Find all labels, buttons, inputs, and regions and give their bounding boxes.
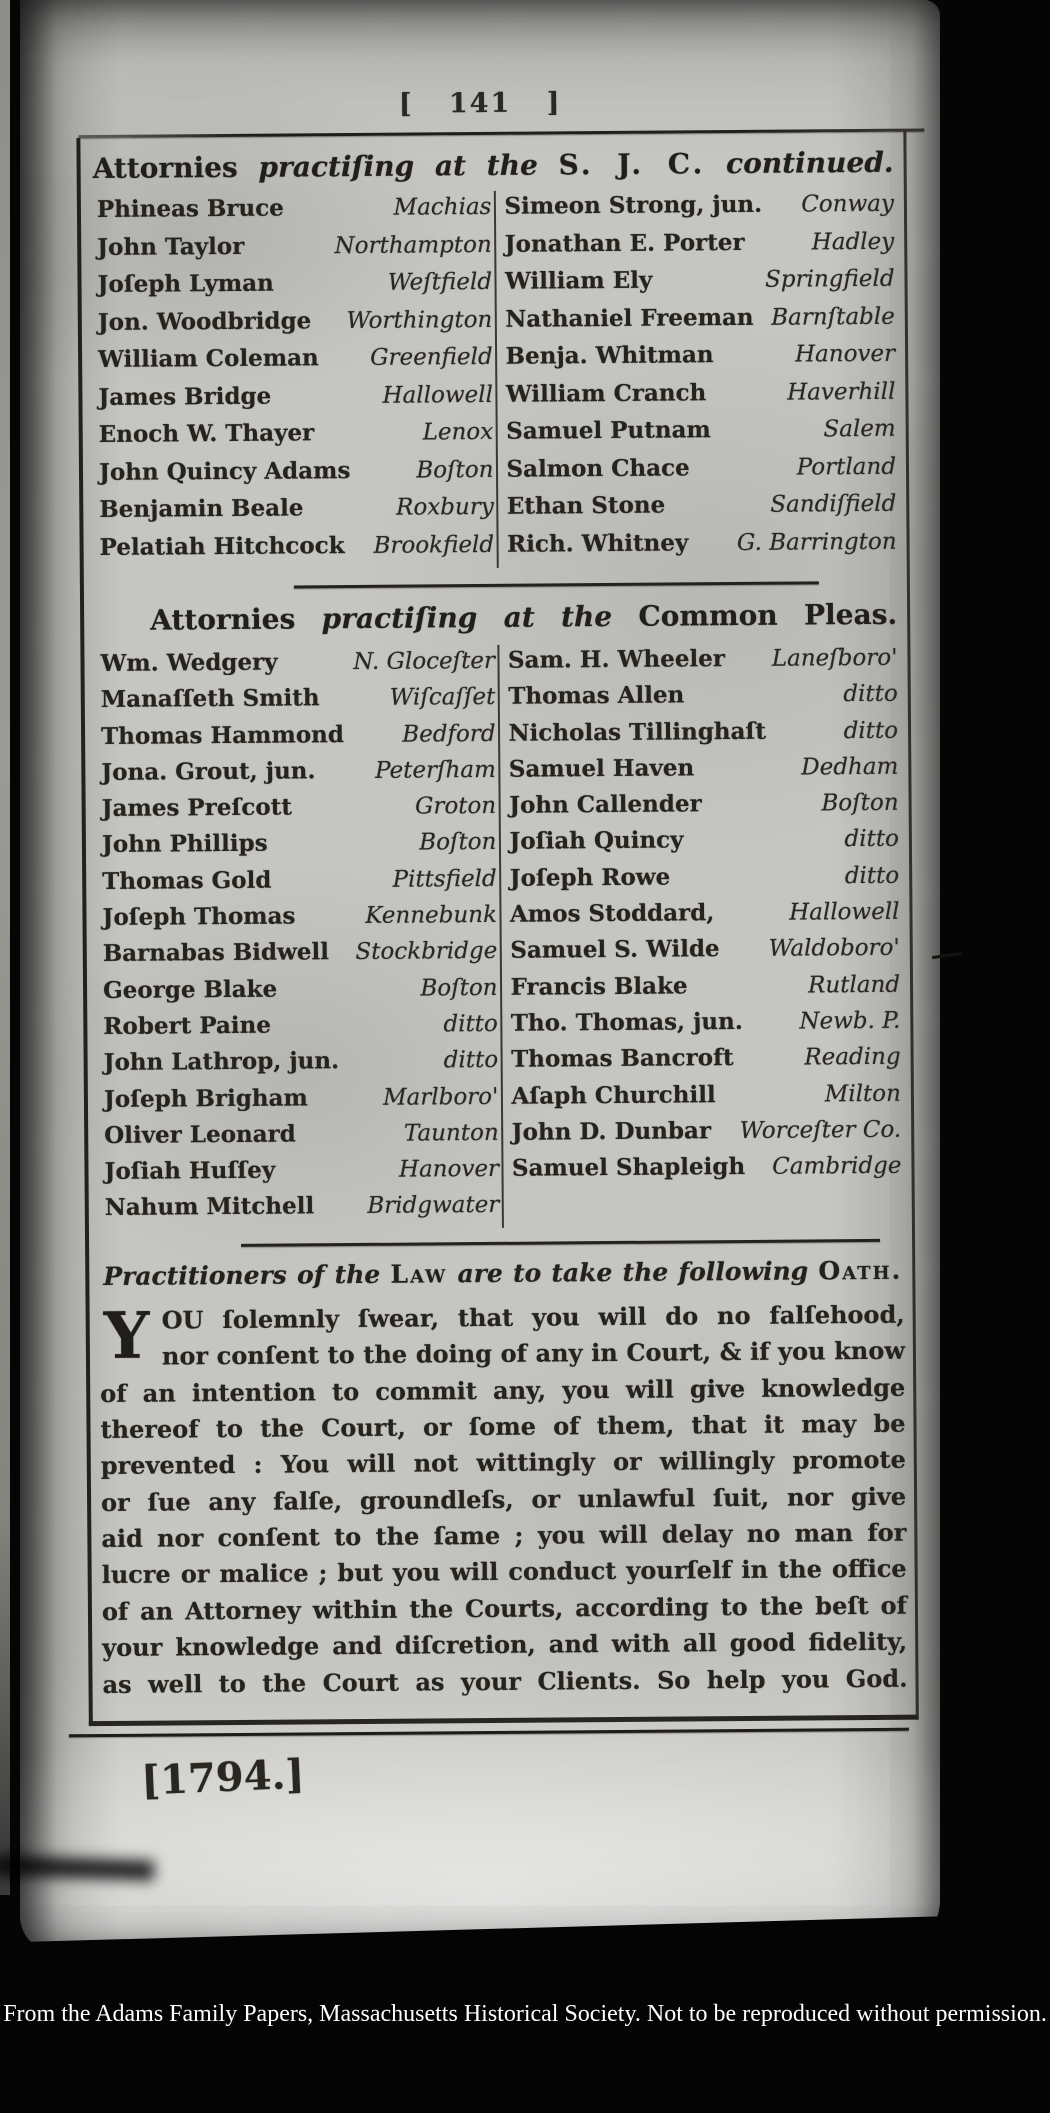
attorney-row: [504, 190, 894, 231]
oath-divider-rule: [241, 1239, 880, 1247]
attorney-row: [509, 789, 899, 828]
attorney-row: [507, 490, 897, 531]
sjc-title-roman: Attornies: [92, 150, 238, 186]
attorney-place: Weſtfield: [387, 268, 493, 296]
attorney-place: Boſton: [419, 829, 497, 856]
attorney-row: [102, 828, 497, 867]
sjc-title-italic: practiſing at the: [258, 148, 538, 184]
attorney-place: Sandiſfield: [770, 490, 897, 518]
attorney-place: Boſton: [821, 789, 899, 817]
attorney-name: Thomas Allen: [508, 681, 685, 711]
oath-intro-italic-1: Practitioners of the: [103, 1259, 381, 1291]
cp-section-title: [94, 596, 899, 648]
attorney-name: Thomas Bancroft: [511, 1044, 734, 1074]
attorney-place: Newb. P.: [799, 1007, 901, 1035]
attorney-name: John Taylor: [97, 232, 245, 261]
attorney-name: Nathaniel Freeman: [505, 303, 754, 333]
attorney-place: Lenox: [422, 418, 494, 446]
attorney-row: [506, 415, 896, 456]
attorney-place: Rutland: [807, 971, 901, 999]
attorney-name: Joſiah Quincy: [509, 826, 684, 856]
attorney-row: [508, 644, 898, 683]
attorney-place: ditto: [443, 1047, 499, 1074]
attorney-row: [505, 302, 895, 343]
book-spine-edge: [0, 0, 10, 1895]
photo-caption: From the Adams Family Papers, Massachusetts Historical Society. Not to be reproduced without permission.: [3, 2001, 1047, 2027]
attorney-place: Groton: [414, 793, 497, 820]
attorney-name: Joſeph Brigham: [103, 1083, 308, 1113]
oath-paragraph: [100, 1296, 908, 1703]
oath-line: as well to the Court as your Clients. So help you God.: [102, 1663, 908, 1699]
attorney-row: [97, 230, 492, 271]
attorney-name: Amos Stoddard,: [509, 899, 715, 928]
attorney-place: Conway: [801, 190, 895, 218]
attorney-row: [103, 937, 498, 976]
attorney-place: ditto: [843, 717, 899, 744]
attorney-row: [510, 970, 900, 1009]
attorney-place: Worthington: [346, 306, 493, 334]
attorney-place: Northampton: [334, 231, 492, 259]
attorney-place: Reading: [804, 1043, 901, 1071]
attorney-row: [511, 1007, 901, 1046]
sjc-left-column: [91, 191, 496, 571]
attorney-name: Thomas Hammond: [100, 720, 345, 750]
attorney-name: John Quincy Adams: [98, 456, 351, 486]
attorney-name: Jon. Woodbridge: [97, 306, 312, 336]
attorney-place: G. Barrington: [736, 528, 897, 556]
cp-attorney-table: [94, 642, 904, 1231]
attorney-name: Pelatiah Hitchcock: [99, 531, 345, 561]
attorney-place: Roxbury: [396, 493, 494, 521]
attorney-name: Salmon Chace: [506, 453, 690, 483]
content-box: [76, 132, 918, 1727]
attorney-row: [510, 862, 900, 901]
attorney-place: Kennebunk: [365, 901, 498, 930]
attorney-name: James Bridge: [98, 382, 272, 411]
attorney-row: [99, 530, 494, 571]
attorney-name: Francis Blake: [510, 972, 688, 1001]
attorney-row: [101, 756, 496, 795]
sjc-title-court: S. J. C.: [558, 147, 706, 182]
attorney-row: [510, 934, 900, 973]
attorney-place: Marlboro': [382, 1083, 499, 1111]
attorney-name: William Ely: [504, 266, 653, 295]
attorney-name: William Cranch: [505, 378, 707, 408]
attorney-row: [100, 647, 495, 686]
attorney-place: Hanover: [794, 340, 896, 368]
attorney-name: Wm. Wedgery: [100, 648, 278, 677]
attorney-place: Machias: [393, 193, 492, 221]
attorney-name: William Coleman: [98, 344, 319, 374]
attorney-row: [102, 792, 497, 831]
attorney-row: [99, 493, 494, 534]
attorney-row: [103, 1010, 498, 1049]
attorney-place: Hallowell: [789, 898, 900, 926]
attorney-place: Stockbridge: [355, 938, 498, 966]
sjc-right-column: [493, 188, 898, 568]
attorney-row: [98, 343, 493, 384]
attorney-place: Waldoboro': [768, 935, 900, 963]
attorney-place: Hadley: [811, 228, 895, 255]
attorney-row: [104, 1046, 499, 1085]
cp-title-court: Common Pleas.: [638, 597, 898, 633]
attorney-name: Robert Paine: [103, 1011, 272, 1040]
attorney-name: Ethan Stone: [506, 491, 666, 520]
attorney-row: [99, 418, 494, 459]
attorney-name: Joſiah Huſſey: [104, 1156, 276, 1186]
attorney-place: Taunton: [403, 1119, 499, 1147]
attorney-name: John Callender: [509, 790, 702, 819]
attorney-place: Pittsfield: [392, 865, 497, 893]
section-divider-rule: [294, 581, 819, 588]
attorney-place: Bedford: [402, 720, 496, 748]
attorney-name: Benja. Whitman: [505, 341, 714, 370]
attorney-name: Aſaph Churchill: [511, 1080, 716, 1110]
oath-line: lucre or malice ; but you will conduct yourſelf in the office: [101, 1554, 907, 1590]
sjc-title-continued: continued.: [725, 145, 894, 181]
attorney-place: Barnſtable: [771, 303, 895, 331]
attorney-row: [105, 1191, 500, 1230]
attorney-name: Samuel S. Wilde: [510, 935, 720, 965]
oath-line: of an intention to commit any, you will give knowledge: [100, 1372, 906, 1408]
attorney-row: [102, 865, 497, 904]
attorney-name: John Lathrop, jun.: [103, 1047, 340, 1077]
cp-right-column: [497, 642, 904, 1228]
sjc-section-title: [90, 144, 895, 194]
attorney-place: Boſton: [420, 974, 498, 1002]
attorney-name: Jona. Grout, jun.: [101, 757, 316, 786]
attorney-row: [506, 452, 896, 493]
attorney-row: [103, 974, 498, 1013]
attorney-name: Rich. Whitney: [506, 528, 689, 558]
attorney-place: Springfield: [765, 265, 895, 293]
attorney-row: [97, 193, 492, 234]
sjc-attorney-table: [91, 188, 899, 571]
attorney-name: Barnabas Bidwell: [102, 938, 330, 968]
attorney-name: Joſeph Lyman: [97, 269, 274, 299]
oath-lines-rest: [100, 1369, 908, 1703]
attorney-place: ditto: [844, 826, 900, 853]
attorney-place: Portland: [796, 453, 897, 481]
attorney-name: George Blake: [102, 975, 278, 1004]
attorney-row: [508, 680, 898, 719]
oath-intro-oath: Oath.: [818, 1255, 903, 1286]
page-number: [ 141 ]: [398, 87, 562, 120]
attorney-name: John Phillips: [101, 830, 268, 859]
attorney-place: Worceſter Co.: [739, 1116, 902, 1144]
printed-block: [20, 84, 953, 1805]
attorney-place: Wiſcaſſet: [389, 684, 496, 712]
attorney-name: Nahum Mitchell: [104, 1192, 315, 1222]
attorney-row: [509, 825, 899, 864]
attorney-name: Nicholas Tillinghaſt: [508, 717, 767, 747]
attorney-row: [97, 268, 492, 309]
oath-line: or ſue any falſe, groundleſs, or unlawful ſuit, nor give: [100, 1481, 907, 1517]
attorney-row: [98, 380, 493, 421]
attorney-place: ditto: [844, 862, 900, 889]
almanac-page: [20, 0, 940, 1952]
attorney-place: Milton: [824, 1080, 902, 1107]
attorney-name: Samuel Haven: [508, 754, 695, 783]
oath-intro-italic-2: are to take the following: [457, 1256, 809, 1288]
oath-line: thereof to the Court, or ſome of them, that it may be: [100, 1408, 906, 1444]
attorney-row: [99, 455, 494, 496]
attorney-name: Simeon Strong, jun.: [504, 190, 763, 220]
attorney-name: Thomas Gold: [102, 866, 272, 895]
attorney-place: Brookfield: [373, 531, 495, 559]
attorney-row: [506, 377, 896, 418]
attorney-place: Boſton: [416, 456, 494, 484]
attorney-name: James Preſcott: [101, 793, 292, 823]
attorney-place: Bridgwater: [367, 1192, 500, 1220]
attorney-row: [511, 1043, 901, 1082]
attorney-place: Cambridge: [772, 1152, 902, 1180]
oath-line: your knowledge and diſcretion, and with all good fidelity,: [102, 1626, 908, 1663]
attorney-row: [505, 265, 895, 306]
attorney-name: Samuel Putnam: [506, 416, 711, 445]
attorney-name: Joſeph Thomas: [102, 902, 296, 932]
attorney-row: [512, 1116, 902, 1155]
cp-title-italic: practiſing at the: [321, 599, 613, 636]
cp-title-roman: Attornies: [150, 602, 296, 637]
attorney-row: [505, 227, 895, 268]
attorney-name: Samuel Shapleigh: [511, 1153, 746, 1182]
attorney-row: [508, 716, 898, 755]
attorney-name: Manaſſeth Smith: [100, 684, 320, 714]
oath-line: aid nor conſent to the ſame ; you will delay no man for: [101, 1517, 907, 1554]
attorney-row: [98, 305, 493, 346]
drop-cap: Y: [103, 1298, 150, 1374]
cp-left-column: [94, 645, 501, 1231]
oath-line: OU ſolemnly ſwear, that you will do no falſehood,: [161, 1299, 905, 1335]
attorney-row: [511, 1079, 901, 1118]
attorney-place: ditto: [443, 1010, 498, 1038]
attorney-row: [101, 719, 496, 758]
attorney-row: [507, 527, 897, 568]
attorney-row: [510, 898, 900, 937]
attorney-name: John D. Dunbar: [511, 1117, 712, 1146]
bottom-rule: [69, 1728, 909, 1738]
attorney-row: [104, 1119, 499, 1158]
attorney-name: Jonathan E. Porter: [504, 228, 745, 258]
attorney-place: Peterſham: [375, 756, 496, 784]
attorney-name: Joſeph Rowe: [509, 863, 671, 892]
attorney-place: Salem: [823, 415, 896, 443]
attorney-name: Oliver Leonard: [104, 1120, 296, 1149]
attorney-place: Hallowell: [382, 381, 494, 409]
attorney-place: Greenfield: [370, 343, 493, 371]
year-mark: [1794.]: [140, 1750, 306, 1805]
oath-line: of an Attorney within the Courts, according to the beſt of: [101, 1590, 908, 1626]
attorney-name: Phineas Bruce: [96, 194, 284, 224]
attorney-name: Tho. Thomas, jun.: [510, 1007, 743, 1037]
attorney-row: [104, 1082, 499, 1121]
attorney-row: [509, 753, 899, 792]
attorney-place: N. Gloceſter: [353, 647, 496, 676]
attorney-name: Sam. H. Wheeler: [507, 645, 726, 674]
attorney-place: Haverhill: [787, 378, 896, 406]
oath-line: nor conſent to the doing of any in Court, & if you know: [161, 1335, 906, 1371]
oath-intro: [99, 1251, 904, 1292]
attorney-row: [101, 683, 496, 722]
attorney-row: [102, 901, 497, 940]
attorney-place: ditto: [843, 681, 898, 708]
attorney-row: [512, 1152, 902, 1191]
attorney-place: Dedham: [801, 753, 899, 781]
attorney-place: Laneſboro': [771, 644, 898, 672]
oath-intro-law: Law: [390, 1259, 448, 1289]
attorney-row: [104, 1155, 499, 1194]
attorney-name: Enoch W. Thayer: [98, 419, 315, 449]
attorney-place: Hanover: [398, 1156, 500, 1183]
oath-line: prevented : You will not wittingly or willingly promote: [100, 1445, 906, 1481]
attorney-name: Benjamin Beale: [99, 494, 304, 524]
attorney-row: [506, 340, 896, 381]
